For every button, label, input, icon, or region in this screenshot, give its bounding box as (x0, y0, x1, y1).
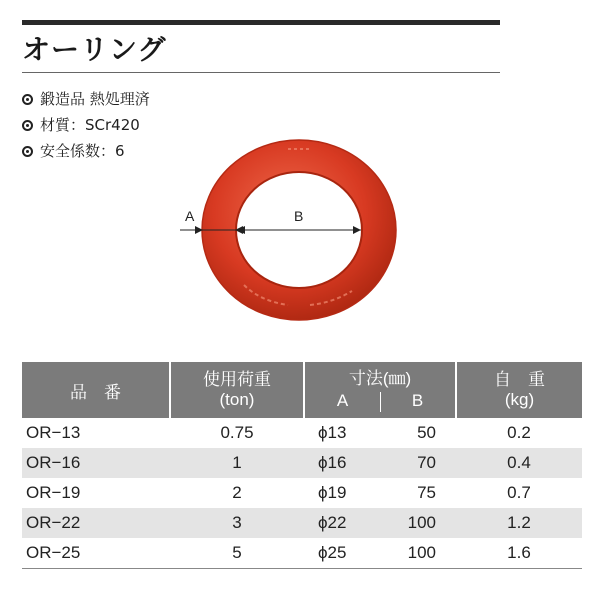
feature-text: 材質：SCr420 (40, 116, 140, 134)
dimension-b-arrow (353, 226, 361, 234)
header-part-no (22, 362, 170, 418)
bullet-icon (22, 146, 33, 157)
cell-weight: 0.2 (507, 423, 531, 442)
table-header-row (22, 362, 582, 418)
feature-text: 鍛造品 熱処理済 (40, 90, 150, 108)
cell-weight: 1.2 (456, 508, 582, 538)
cell-load: 0.75 (220, 423, 254, 442)
dimension-a-label: A (185, 208, 195, 224)
cell-dim-b: 50 (417, 423, 436, 442)
title-top-bar (22, 20, 500, 25)
header-weight-unit: (kg) (504, 390, 535, 409)
cell-load: 3 (170, 508, 304, 538)
bullet-icon (22, 94, 33, 105)
header-weight (456, 362, 582, 418)
ring-diagram (160, 135, 420, 335)
table-row (22, 448, 582, 478)
cell-dimensions (304, 478, 456, 508)
header-load-label: 使用荷重 (203, 370, 271, 389)
cell-dim-b: 70 (417, 453, 436, 472)
cell-part-no: OR−13 (26, 423, 81, 442)
header-dim-divider (380, 392, 381, 412)
header-dimensions-label: 寸法(㎜) (348, 369, 412, 388)
cell-dim-b: 100 (407, 513, 436, 532)
table-row (22, 508, 582, 538)
dimension-b-label: B (294, 208, 304, 224)
cell-dim-a: ϕ22 (318, 513, 347, 532)
bullet-icon (22, 120, 33, 131)
table-row (22, 538, 582, 569)
ring-diagram-svg (160, 135, 420, 335)
cell-dim-a: ϕ25 (318, 543, 347, 562)
cell-dimensions (304, 448, 456, 478)
cell-load: 5 (170, 538, 304, 569)
header-weight-label: 自 重 (494, 370, 545, 389)
page-title: オーリング (22, 33, 167, 66)
cell-dim-a: ϕ13 (318, 423, 347, 442)
cell-weight: 0.7 (507, 483, 531, 502)
cell-weight: 1.6 (456, 538, 582, 569)
table-row (22, 478, 582, 508)
feature-text: 安全係数：6 (40, 142, 125, 160)
feature-item (22, 138, 150, 164)
cell-load: 2 (232, 483, 242, 502)
header-load (170, 362, 304, 418)
cell-load: 1 (170, 448, 304, 478)
table-row (22, 418, 582, 448)
cell-dim-b: 75 (417, 483, 436, 502)
feature-item (22, 112, 150, 138)
cell-weight: 0.4 (456, 448, 582, 478)
cell-dim-b: 100 (407, 543, 436, 562)
cell-dim-a: ϕ19 (318, 483, 347, 502)
cell-part-no: OR−25 (22, 538, 170, 569)
cell-dimensions (304, 418, 456, 448)
cell-dimensions (304, 538, 456, 569)
cell-part-no: OR−16 (22, 448, 170, 478)
title-underline (22, 72, 500, 73)
cell-dimensions (304, 508, 456, 538)
feature-item (22, 86, 150, 112)
header-dim-a: A (336, 391, 349, 410)
feature-list (22, 86, 150, 164)
cell-part-no: OR−22 (22, 508, 170, 538)
header-load-unit: (ton) (219, 390, 255, 409)
header-dim-b: B (411, 391, 424, 410)
cell-dim-a: ϕ16 (318, 453, 347, 472)
spec-table (22, 362, 582, 569)
header-part-no-label: 品 番 (70, 382, 121, 402)
header-dimensions (304, 362, 456, 418)
cell-part-no: OR−19 (26, 483, 81, 502)
